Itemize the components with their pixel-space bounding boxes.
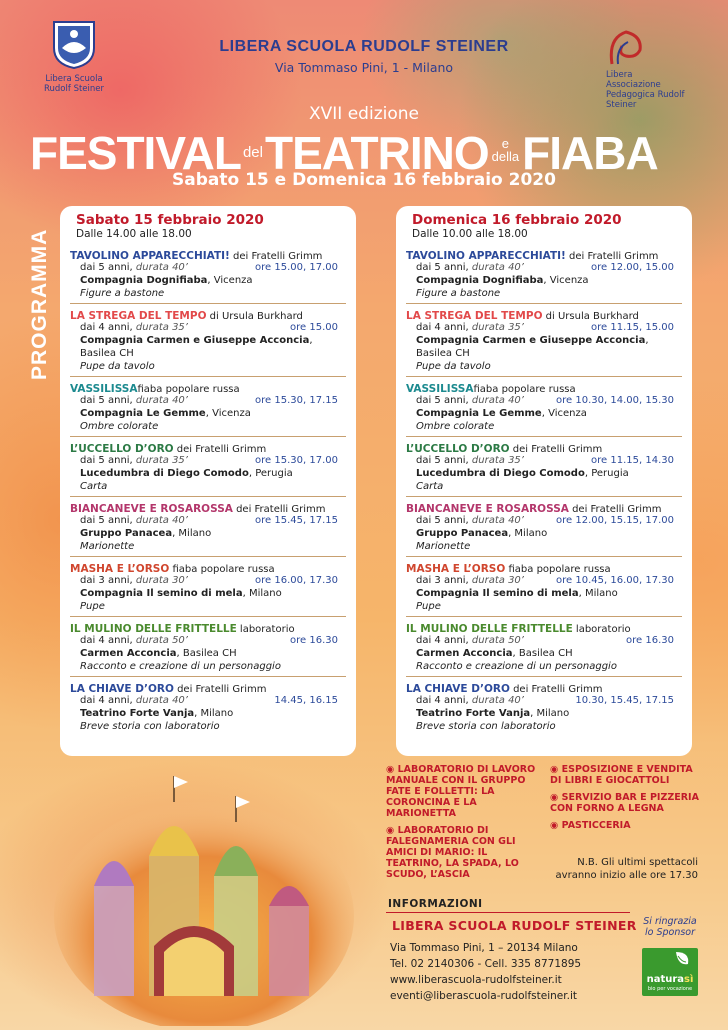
show-place: , Milano — [172, 528, 212, 539]
show-company-line — [80, 647, 346, 660]
show-item — [406, 376, 682, 436]
show-place: , Basilea CH — [176, 648, 237, 659]
info-email[interactable]: eventi@liberascuola-rudolfsteiner.it — [390, 990, 577, 1002]
show-genre: Breve storia con laboratorio — [416, 721, 556, 732]
show-duration: durata 40’ — [135, 515, 188, 526]
saturday-title: Sabato 15 febbraio 2020 — [76, 212, 264, 228]
show-age: dai 5 anni, — [80, 455, 136, 466]
show-duration: durata 30’ — [471, 575, 524, 586]
show-company-line — [416, 647, 682, 660]
title-festival: FESTIVAL — [30, 127, 241, 179]
show-place: , Milano — [242, 588, 282, 599]
show-company-line — [80, 587, 346, 600]
show-place: , Vicenza — [543, 275, 589, 286]
sunday-title: Domenica 16 febbraio 2020 — [412, 212, 622, 228]
show-author: di Ursula Burkhard — [542, 311, 639, 322]
show-item — [70, 496, 346, 556]
show-place: , Perugia — [584, 468, 629, 479]
show-author: di Ursula Burkhard — [206, 311, 303, 322]
show-age: dai 5 anni, — [416, 262, 472, 273]
show-item — [406, 244, 682, 303]
show-age: dai 5 anni, — [80, 262, 136, 273]
show-age-line — [80, 574, 346, 587]
show-title: LA CHIAVE D’ORO — [406, 683, 510, 695]
show-item — [70, 376, 346, 436]
school-logo-caption: Libera Scuola Rudolf Steiner — [44, 74, 104, 94]
show-title: LA CHIAVE D’ORO — [70, 683, 174, 695]
show-duration: durata 35’ — [135, 322, 188, 333]
show-company: Teatrino Forte Vanja — [416, 708, 531, 719]
show-times: ore 11.15, 15.00 — [591, 322, 674, 333]
show-age: dai 5 anni, — [80, 515, 136, 526]
show-item — [406, 676, 682, 736]
show-header — [70, 380, 346, 394]
bullet-icon: ◉ — [386, 764, 398, 775]
sponsor-logo — [642, 948, 698, 996]
show-age: dai 3 anni, — [416, 575, 472, 586]
school-name: LIBERA SCUOLA RUDOLF STEINER — [219, 38, 509, 55]
show-duration: durata 40’ — [471, 395, 524, 406]
show-times: ore 15.30, 17.00 — [255, 455, 338, 466]
show-duration: durata 50’ — [471, 635, 524, 646]
show-duration: durata 40’ — [471, 515, 524, 526]
sponsor-tagline: bio per vocazione — [647, 986, 693, 992]
show-header — [70, 440, 346, 454]
show-company: Gruppo Panacea — [80, 528, 173, 539]
bullet-icon: ◉ — [550, 820, 562, 831]
extra-text: LABORATORIO DI LAVORO MANUALE CON IL GRUPPO FATE E FOLLETTI: LA CORONCINA E LA MARIONETTA — [386, 764, 536, 819]
edition: XVII edizione — [309, 104, 419, 124]
show-place: , Milano — [194, 708, 234, 719]
show-title: L’UCCELLO D’ORO — [70, 443, 174, 455]
show-author: fiaba popolare russa — [505, 564, 611, 575]
show-duration: durata 35’ — [135, 455, 188, 466]
show-header — [406, 620, 682, 634]
show-item — [70, 616, 346, 676]
title-della: della — [491, 149, 520, 164]
show-duration: durata 40’ — [471, 262, 524, 273]
show-place: , Vicenza — [541, 408, 587, 419]
show-company-line — [80, 527, 346, 540]
show-author: laboratorio — [572, 624, 631, 635]
show-company: Compagnia Dognifiaba — [80, 275, 208, 286]
show-age: dai 5 anni, — [416, 395, 472, 406]
show-company-line — [416, 274, 682, 287]
show-age: dai 4 anni, — [80, 322, 136, 333]
show-duration: durata 35’ — [471, 455, 524, 466]
show-company-line — [416, 587, 682, 600]
show-genre: Ombre colorate — [80, 421, 159, 432]
extra-item — [386, 825, 546, 880]
show-author: dei Fratelli Grimm — [173, 684, 267, 695]
sunday-hours: Dalle 10.00 alle 18.00 — [412, 228, 528, 240]
info-divider — [386, 912, 630, 913]
association-logo-caption: Libera Associazione Pedagogica Rudolf Steiner — [606, 70, 685, 110]
show-author: fiaba popolare russa — [473, 384, 576, 395]
sunday-shows — [406, 244, 682, 736]
show-author: dei Fratelli Grimm — [229, 251, 323, 262]
info-phone: Tel. 02 2140306 - Cell. 335 8771895 — [390, 958, 582, 970]
extra-text: PASTICCERIA — [561, 820, 631, 831]
extra-text: ESPOSIZIONE E VENDITA DI LIBRI E GIOCATTOLI — [550, 764, 693, 786]
show-item — [70, 556, 346, 616]
show-company: Compagnia Il semino di mela — [80, 588, 243, 599]
show-header — [406, 560, 682, 574]
show-times: ore 15.00 — [290, 322, 338, 333]
show-place: , Basilea CH — [416, 335, 649, 359]
show-age-line — [416, 634, 682, 647]
sponsor-name — [642, 974, 698, 985]
show-company-line — [416, 527, 682, 540]
show-item — [70, 244, 346, 303]
show-title: LA STREGA DEL TEMPO — [70, 310, 207, 322]
extras-left — [386, 764, 546, 886]
show-author: dei Fratelli Grimm — [173, 444, 267, 455]
title-teatrino: TEATRINO — [264, 127, 489, 179]
show-age: dai 4 anni, — [416, 322, 472, 333]
show-age-line — [80, 694, 346, 707]
info-school-name: LIBERA SCUOLA RUDOLF STEINER — [392, 918, 637, 933]
show-age-line — [416, 321, 682, 334]
show-times: 10.30, 15.45, 17.15 — [575, 695, 674, 706]
show-place: , Basilea CH — [80, 335, 313, 359]
show-header — [70, 247, 346, 261]
show-genre: Carta — [416, 481, 444, 492]
show-company: Compagnia Le Gemme — [416, 408, 542, 419]
show-company-line — [80, 407, 346, 420]
bullet-icon: ◉ — [386, 825, 398, 836]
show-company-line — [416, 334, 682, 360]
title-e: e — [501, 136, 509, 151]
show-age-line — [80, 394, 346, 407]
show-age-line — [416, 514, 682, 527]
show-header — [406, 247, 682, 261]
show-header — [70, 560, 346, 574]
show-duration: durata 40’ — [135, 262, 188, 273]
show-times: ore 16.30 — [290, 635, 338, 646]
sponsor-thanks: Si ringrazia lo Sponsor — [643, 916, 697, 938]
sponsor-name-main: natura — [646, 974, 685, 985]
show-times: ore 16.00, 17.30 — [255, 575, 338, 586]
title-fiaba: FIABA — [522, 127, 658, 179]
show-age-line — [416, 694, 682, 707]
show-genre: Ombre colorate — [416, 421, 495, 432]
show-age-line — [80, 454, 346, 467]
show-title: MASHA E L’ORSO — [70, 563, 170, 575]
show-age-line — [80, 634, 346, 647]
show-title: BIANCANEVE E ROSAROSSA — [70, 503, 233, 515]
show-age-line — [80, 514, 346, 527]
show-duration: durata 50’ — [135, 635, 188, 646]
show-author: dei Fratelli Grimm — [565, 251, 659, 262]
show-author: dei Fratelli Grimm — [232, 504, 326, 515]
show-genre: Racconto e creazione di un personaggio — [80, 661, 281, 672]
show-genre: Racconto e creazione di un personaggio — [416, 661, 617, 672]
show-times: 14.45, 16.15 — [274, 695, 338, 706]
show-company: Compagnia Carmen e Giuseppe Acconcia — [80, 335, 310, 346]
extra-text: SERVIZIO BAR E PIZZERIA CON FORNO A LEGNA — [550, 792, 699, 814]
show-place: , Basilea CH — [512, 648, 573, 659]
programma-text: PROGRAMMA — [28, 228, 51, 380]
show-author: dei Fratelli Grimm — [509, 444, 603, 455]
show-genre: Pupe — [416, 601, 441, 612]
show-age-line — [80, 261, 346, 274]
show-item — [70, 676, 346, 736]
show-title: VASSILISSA — [70, 383, 138, 395]
show-place: , Milano — [530, 708, 570, 719]
show-header — [406, 680, 682, 694]
show-times: ore 15.00, 17.00 — [255, 262, 338, 273]
show-author: dei Fratelli Grimm — [509, 684, 603, 695]
show-times: ore 15.30, 17.15 — [255, 395, 338, 406]
school-logo — [44, 18, 104, 94]
show-place: , Vicenza — [207, 275, 253, 286]
bullet-icon: ◉ — [550, 764, 562, 775]
show-place: , Milano — [508, 528, 548, 539]
sunday-program — [396, 206, 692, 756]
show-age: dai 4 anni, — [80, 695, 136, 706]
show-header — [70, 620, 346, 634]
show-age: dai 4 anni, — [80, 635, 136, 646]
info-contacts — [390, 940, 581, 1004]
show-age: dai 5 anni, — [416, 455, 472, 466]
show-duration: durata 40’ — [471, 695, 524, 706]
castle-illustration — [54, 766, 354, 1026]
show-company-line — [80, 334, 346, 360]
programma-label — [28, 220, 54, 390]
bullet-icon: ◉ — [550, 792, 562, 803]
show-genre: Figure a bastone — [80, 288, 165, 299]
show-header — [70, 500, 346, 514]
show-age-line — [80, 321, 346, 334]
show-company: Lucedumbra di Diego Comodo — [416, 468, 585, 479]
show-item — [406, 556, 682, 616]
show-title: BIANCANEVE E ROSAROSSA — [406, 503, 569, 515]
show-age: dai 5 anni, — [80, 395, 136, 406]
show-age-line — [416, 261, 682, 274]
show-duration: durata 40’ — [135, 695, 188, 706]
show-header — [406, 380, 682, 394]
show-place: , Perugia — [248, 468, 293, 479]
show-item — [406, 496, 682, 556]
show-company-line — [80, 467, 346, 480]
saturday-hours: Dalle 14.00 alle 18.00 — [76, 228, 192, 240]
show-genre: Marionette — [416, 541, 471, 552]
show-genre: Breve storia con laboratorio — [80, 721, 220, 732]
show-genre: Pupe da tavolo — [80, 361, 155, 372]
extra-item — [550, 792, 700, 814]
show-place: , Vicenza — [205, 408, 251, 419]
show-company: Compagnia Dognifiaba — [416, 275, 544, 286]
show-company: Gruppo Panacea — [416, 528, 509, 539]
show-title: TAVOLINO APPARECCHIATI! — [406, 250, 566, 262]
extras-right — [550, 764, 700, 837]
info-address: Via Tommaso Pini, 1 – 20134 Milano — [390, 942, 578, 954]
show-age-line — [416, 574, 682, 587]
show-times: ore 11.15, 14.30 — [591, 455, 674, 466]
extra-text: LABORATORIO DI FALEGNAMERIA CON GLI AMICI DI MARIO: IL TEATRINO, LA SPADA, LO SCUDO, L’ASCIA — [386, 825, 519, 880]
show-title: TAVOLINO APPARECCHIATI! — [70, 250, 230, 262]
show-age: dai 4 anni, — [416, 695, 472, 706]
show-title: IL MULINO DELLE FRITTELLE — [70, 623, 237, 635]
show-header — [406, 500, 682, 514]
show-duration: durata 40’ — [135, 395, 188, 406]
show-place: , Milano — [578, 588, 618, 599]
show-age: dai 3 anni, — [80, 575, 136, 586]
show-age: dai 4 anni, — [416, 635, 472, 646]
note: N.B. Gli ultimi spettacoli avranno inizio alle ore 17.30 — [555, 857, 698, 881]
show-company-line — [80, 707, 346, 720]
extra-item — [550, 820, 700, 831]
show-times: ore 12.00, 15.15, 17.00 — [556, 515, 674, 526]
show-times: ore 16.30 — [626, 635, 674, 646]
title-del: del — [242, 144, 263, 161]
show-item — [406, 436, 682, 496]
show-company: Carmen Acconcia — [80, 648, 177, 659]
show-company-line — [416, 707, 682, 720]
show-age: dai 5 anni, — [416, 515, 472, 526]
show-header — [70, 307, 346, 321]
info-heading: INFORMAZIONI — [388, 898, 483, 910]
show-item — [70, 303, 346, 376]
show-company: Carmen Acconcia — [416, 648, 513, 659]
school-address: Via Tommaso Pini, 1 - Milano — [274, 60, 454, 75]
show-age-line — [416, 394, 682, 407]
show-duration: durata 35’ — [471, 322, 524, 333]
show-header — [406, 440, 682, 454]
show-times: ore 10.45, 16.00, 17.30 — [556, 575, 674, 586]
show-company-line — [416, 467, 682, 480]
show-title: VASSILISSA — [406, 383, 474, 395]
sponsor-name-suffix: sì — [684, 974, 694, 985]
show-author: fiaba popolare russa — [169, 564, 275, 575]
show-genre: Pupe — [80, 601, 105, 612]
extra-item — [386, 764, 546, 819]
show-company: Compagnia Il semino di mela — [416, 588, 579, 599]
saturday-program — [60, 206, 356, 756]
info-website[interactable]: www.liberascuola-rudolfsteiner.it — [390, 974, 562, 986]
show-duration: durata 30’ — [135, 575, 188, 586]
title-e-della — [492, 137, 519, 163]
saturday-shows — [70, 244, 346, 736]
show-title: L’UCCELLO D’ORO — [406, 443, 510, 455]
show-author: fiaba popolare russa — [137, 384, 240, 395]
show-company: Compagnia Carmen e Giuseppe Acconcia — [416, 335, 646, 346]
show-genre: Marionette — [80, 541, 135, 552]
extra-item — [550, 764, 700, 786]
show-times: ore 10.30, 14.00, 15.30 — [556, 395, 674, 406]
show-author: dei Fratelli Grimm — [568, 504, 662, 515]
show-genre: Pupe da tavolo — [416, 361, 491, 372]
show-title: IL MULINO DELLE FRITTELLE — [406, 623, 573, 635]
show-genre: Carta — [80, 481, 108, 492]
show-age-line — [416, 454, 682, 467]
show-company-line — [80, 274, 346, 287]
show-author: laboratorio — [236, 624, 295, 635]
show-item — [70, 436, 346, 496]
show-company: Compagnia Le Gemme — [80, 408, 206, 419]
show-item — [406, 303, 682, 376]
show-header — [406, 307, 682, 321]
show-times: ore 15.45, 17.15 — [255, 515, 338, 526]
show-company-line — [416, 407, 682, 420]
show-header — [70, 680, 346, 694]
show-item — [406, 616, 682, 676]
show-company: Lucedumbra di Diego Comodo — [80, 468, 249, 479]
show-title: MASHA E L’ORSO — [406, 563, 506, 575]
show-genre: Figure a bastone — [416, 288, 501, 299]
show-company: Teatrino Forte Vanja — [80, 708, 195, 719]
show-times: ore 12.00, 15.00 — [591, 262, 674, 273]
festival-dates: Sabato 15 e Domenica 16 febbraio 2020 — [172, 170, 556, 190]
show-title: LA STREGA DEL TEMPO — [406, 310, 543, 322]
